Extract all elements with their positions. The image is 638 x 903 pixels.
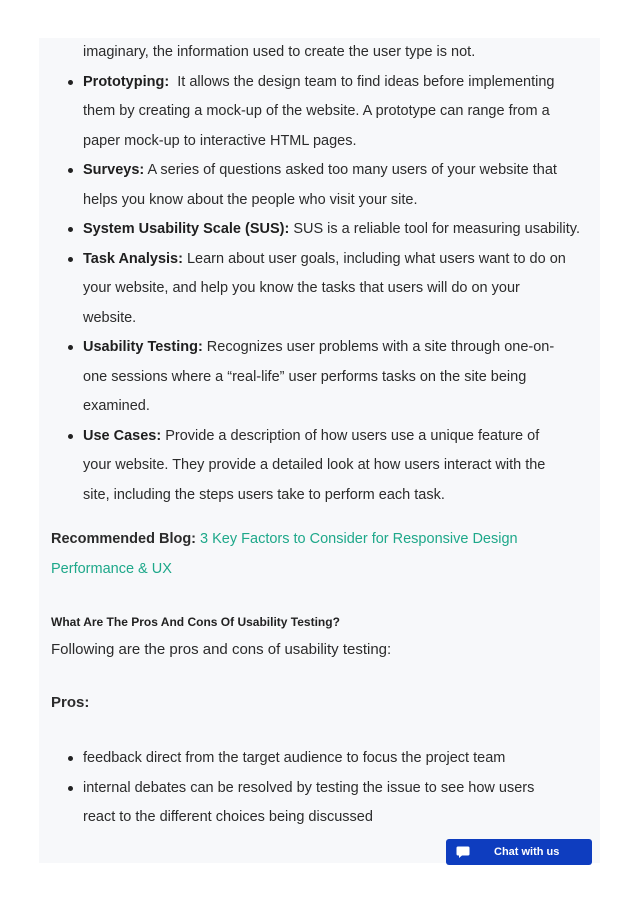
bullet-icon — [68, 80, 73, 85]
article-page — [39, 38, 600, 863]
item-text: them by creating a mock-up of the website. A prototype can range from a — [83, 103, 550, 119]
section-heading: What Are The Pros And Cons Of Usability Testing? — [51, 615, 340, 629]
list-item — [51, 774, 591, 833]
item-text: internal debates can be resolved by testing the issue to see how users — [83, 779, 535, 796]
term-label: System Usability Scale (SUS): — [83, 221, 290, 237]
chat-label: Chat with us — [494, 846, 560, 858]
term-label: Prototyping: — [83, 73, 170, 90]
recommended-label: Recommended Blog: — [51, 531, 197, 547]
chat-bubble-icon — [456, 845, 470, 859]
list-item-surveys — [51, 156, 591, 215]
item-text: website. — [83, 309, 137, 326]
term-label: Task Analysis: — [83, 250, 183, 267]
methods-list — [51, 68, 591, 511]
list-item — [51, 744, 591, 774]
bullet-icon — [68, 257, 73, 262]
item-text: your website. They provide a detailed look at how users interact with the — [83, 457, 546, 473]
item-text: one sessions where a “real-life” user performs tasks on the site being — [83, 368, 527, 385]
item-text: Recognizes user problems with a site through one-on- — [202, 339, 555, 355]
pros-heading: Pros: — [51, 694, 90, 711]
item-text: site, including the steps users take to perform each task. — [83, 486, 445, 503]
item-text: feedback direct from the target audience to focus the project team — [83, 750, 506, 766]
recommended-link-continued[interactable]: Performance & UX — [51, 561, 172, 577]
continued-text: imaginary, the information used to create the user type is not. — [83, 44, 476, 60]
article-content — [51, 38, 591, 833]
section-intro: Following are the pros and cons of usability testing: — [51, 641, 392, 658]
item-text: helps you know about the people who visit your site. — [83, 191, 418, 208]
list-item-use-cases — [51, 422, 591, 511]
term-label: Usability Testing: — [83, 339, 203, 355]
bullet-icon — [68, 434, 73, 439]
list-item-task-analysis — [51, 245, 591, 334]
item-text: A series of questions asked too many users of your website that — [144, 162, 557, 178]
list-item-sus — [51, 215, 591, 245]
item-text: It allows the design team to find ideas before implementing — [169, 73, 555, 90]
item-text: Provide a description of how users use a unique feature of — [161, 427, 540, 444]
pros-list — [51, 744, 591, 833]
item-text: your website, and help you know the tasks that users will do on your — [83, 280, 520, 296]
bullet-icon — [68, 168, 73, 173]
term-label: Use Cases: — [83, 427, 162, 444]
item-text: react to the different choices being discussed — [83, 809, 373, 825]
bullet-icon — [68, 756, 73, 761]
item-text: paper mock-up to interactive HTML pages. — [83, 132, 357, 149]
item-text: SUS is a reliable tool for measuring usability. — [289, 221, 580, 237]
recommended-blog — [51, 524, 591, 584]
item-text: examined. — [83, 398, 150, 414]
recommended-link[interactable]: 3 Key Factors to Consider for Responsive Design — [196, 531, 518, 547]
term-label: Surveys: — [83, 162, 145, 178]
item-text: Learn about user goals, including what users want to do on — [182, 250, 566, 267]
bullet-icon — [68, 345, 73, 350]
list-item-usability-testing — [51, 333, 591, 422]
list-item-prototyping — [51, 68, 591, 157]
bullet-icon — [68, 227, 73, 232]
chat-with-us-button[interactable] — [446, 839, 592, 865]
bullet-icon — [68, 786, 73, 791]
